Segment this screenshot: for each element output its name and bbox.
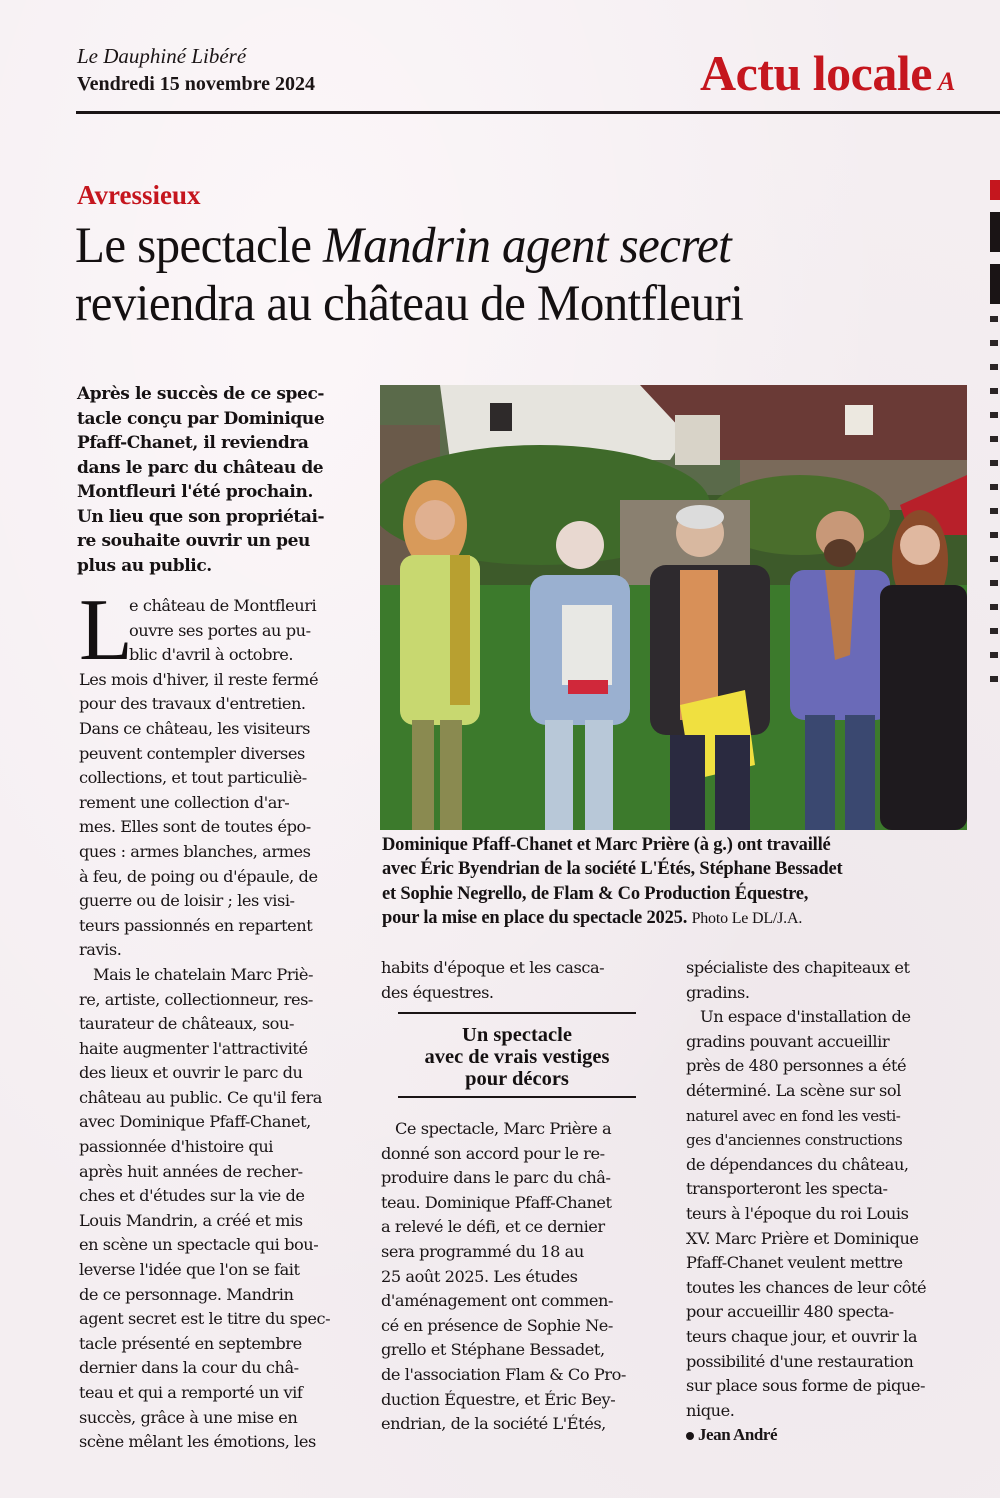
body-line: des équestres. [381,982,494,1002]
body-line: Les mois d'hiver, il reste fermé [79,669,319,689]
caption-line: avec Éric Byendrian de la société L'Étés, Stéphane Bessadet [382,859,843,880]
lead-line: Après le succès de ce spec- [77,384,325,404]
body-line: teurs à l'époque du roi Louis [686,1203,909,1223]
body-line: tacle présenté en septembre [79,1333,302,1353]
headline-line-1 [75,217,939,275]
lead-line: dans le parc du château de [77,457,324,478]
body-line: guerre ou de loisir ; les visi- [79,891,295,911]
article-column-3 [686,956,986,1448]
photo-illustration [380,385,967,830]
body-line: succès, grâce à une mise en [79,1407,298,1427]
body-line: e château de Montfleuri [129,596,317,615]
lead-line: re souhaite ouvrir un peu [77,531,310,551]
body-line: pour des travaux d'entretien. [79,694,306,714]
caption-line: et Sophie Negrello, de Flam & Co Production Équestre, [382,883,809,904]
intertitle-rule-bottom [398,1096,636,1098]
lead-line: Pfaff-Chanet, il reviendra [77,433,309,453]
body-line: teurs passionnés en repartent [79,915,313,935]
article-photo [380,385,967,830]
body-line: taurateur de châteaux, sou- [79,1014,294,1034]
body-line: gradins. [686,982,750,1002]
body-line: teau. Dominique Pfaff-Chanet [381,1192,612,1212]
body-line: habits d'époque et les casca- [381,958,605,977]
body-line: dernier dans la cour du châ- [79,1358,299,1378]
body-line: XV. Marc Prière et Dominique [686,1228,919,1248]
clipped-text [990,580,998,586]
section-title-text: Actu locale [700,45,932,101]
article-kicker: Avressieux [77,180,201,210]
clipped-text [990,628,998,634]
body-line: Ce spectacle, Marc Prière a [395,1119,612,1138]
intertitle-line: Un spectacle [462,1024,572,1046]
body-line: pour accueillir 480 specta- [686,1302,894,1322]
body-line: haite augmenter l'attractivité [79,1038,308,1058]
body-line: près de 480 personnes a été [686,1056,907,1076]
house-window [490,403,512,431]
clipped-text [990,364,998,370]
clipped-text [990,340,998,346]
lead-line: Montfleuri l'été prochain. [77,482,313,502]
section-title [700,44,955,102]
body-line: endrian, de la société L'Étés, [381,1414,606,1434]
body-line: ques : armes blanches, armes [79,841,311,861]
article-column-2 [381,1117,666,1437]
body-line: des lieux et ouvrir le parc du [79,1063,303,1083]
body-line: ravis. [79,940,122,960]
body-line: ouvre ses portes au pu- [129,620,311,640]
clipped-text [990,460,998,466]
headline-line-2: reviendra au château de Montfleuri [75,276,744,332]
clipped-text [990,436,998,442]
body-line: donné son accord pour le re- [381,1143,605,1163]
body-line: 25 août 2025. Les études [381,1266,578,1286]
bullet-icon [686,1432,694,1440]
clipped-headline [990,212,1000,252]
body-line: cé en présence de Sophie Ne- [381,1315,613,1335]
body-line: naturel avec en fond les vesti- [686,1106,901,1125]
body-line: après huit années de recher- [79,1161,303,1181]
clipped-text [990,532,998,538]
lead-line: Un lieu que son propriétai- [77,506,325,527]
body-line: nique. [686,1400,735,1420]
article-column-2-top [381,956,666,1005]
clipped-kicker [990,180,1000,200]
body-line: possibilité d'une restauration [686,1351,914,1371]
body-line: sur place sous forme de pique- [686,1376,926,1396]
body-line: agent secret est le titre du spec- [79,1309,331,1329]
body-line: d'aménagement ont commen- [381,1291,613,1311]
body-line: rement une collection d'ar- [79,792,290,812]
body-line: Mais le chatelain Marc Priè- [93,964,313,984]
intertitle-line: pour décors [465,1068,569,1090]
caption-line: Dominique Pfaff-Chanet et Marc Prière (à g.) ont travaillé [382,835,831,855]
body-line: spécialiste des chapiteaux et [686,958,910,977]
intertitle [398,1012,636,1098]
author-name: Jean André [698,1425,778,1445]
clipped-headline [990,264,1000,304]
author-byline [686,1423,986,1448]
body-line: château au public. Ce qu'il fera [79,1087,322,1107]
body-line: peuvent contempler diverses [79,743,305,763]
caption-line-text: pour la mise en place du spectacle 2025. [382,908,688,929]
lead-line: tacle conçu par Dominique [77,408,325,429]
body-line: ches et d'études sur la vie de [79,1186,305,1206]
newspaper-name: Le Dauphiné Libéré [77,44,247,68]
clipped-text [990,316,998,322]
body-line: a relevé le défi, et ce dernier [381,1217,605,1237]
body-line: duction Équestre, et Éric Bey- [381,1389,616,1409]
body-line: sera programmé du 18 au [381,1241,584,1261]
photo-caption [382,833,972,932]
clipped-text [990,484,998,490]
issue-date: Vendredi 15 novembre 2024 [77,73,315,95]
body-line: toutes les chances de leur côté [686,1277,927,1297]
chimney-pillar [675,415,720,465]
body-line: mes. Elles sont de toutes épo- [79,817,311,837]
body-line: transporteront les specta- [686,1179,888,1199]
intertitle-text [398,1014,636,1096]
body-line: teurs chaque jour, et ouvrir la [686,1326,918,1346]
body-line: de l'association Flam & Co Pro- [381,1364,626,1384]
clipped-text [990,652,998,658]
clipped-text [990,604,998,610]
clipped-text [990,676,998,682]
body-line: Pfaff-Chanet veulent mettre [686,1253,903,1273]
body-line: leverse l'idée que l'on se fait [79,1260,300,1280]
body-line: teau et qui a remporté un vif [79,1383,303,1402]
body-line: gradins pouvant accueillir [686,1031,890,1051]
masthead-rule [76,111,1000,114]
clipped-text [990,388,998,394]
body-line: scène mêlant les émotions, les [79,1432,316,1452]
section-title-trail: A [937,67,955,96]
body-line: Louis Mandrin, a créé et mis [79,1210,303,1230]
body-line: passionnée d'histoire qui [79,1137,274,1157]
body-line: avec Dominique Pfaff-Chanet, [79,1112,311,1132]
caption-line-last [382,906,972,931]
adjacent-article-clipped [990,180,1000,860]
body-line: déterminé. La scène sur sol [686,1080,901,1100]
clipped-text [990,508,998,514]
article-headline [75,217,939,333]
dormer-window [845,405,873,435]
body-line: de dépendances du château, [686,1154,909,1174]
lead-line: plus au public. [77,555,212,576]
clipped-text [990,556,998,562]
body-line: Dans ce château, les visiteurs [79,718,310,738]
body-line: grello et Stéphane Bessadet, [381,1340,605,1360]
clipped-text [990,412,998,418]
body-line: à feu, de poing ou d'épaule, de [79,866,318,886]
body-line: en scène un spectacle qui bou- [79,1235,319,1255]
article-lead [77,382,367,578]
headline-plain: Le spectacle [75,218,324,274]
body-line: collections, et tout particuliè- [79,768,307,788]
photo-credit: Photo Le DL/J.A. [691,910,803,928]
intertitle-line: avec de vrais vestiges [424,1046,610,1068]
body-line: produire dans le parc du châ- [381,1168,611,1188]
body-line: blic d'avril à octobre. [129,645,294,665]
article-column-1 [79,582,359,1455]
headline-show-title: Mandrin agent secret [323,218,732,274]
drop-cap: L [79,582,133,679]
body-line: Un espace d'installation de [700,1007,911,1027]
body-line: re, artiste, collectionneur, res- [79,989,313,1009]
body-line: de ce personnage. Mandrin [79,1284,294,1304]
body-line: ges d'anciennes constructions [686,1131,903,1150]
